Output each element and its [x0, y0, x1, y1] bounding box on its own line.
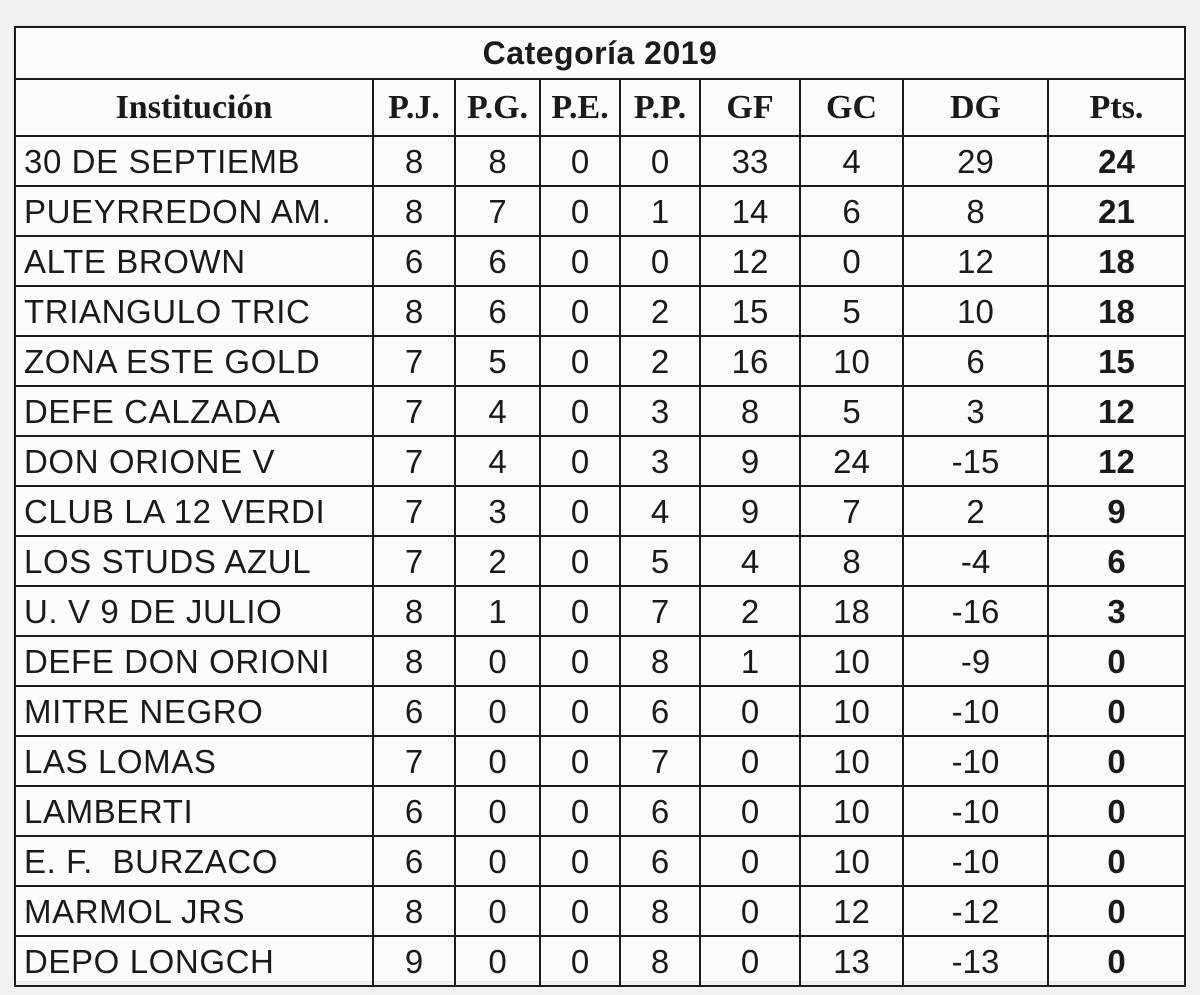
team-name: ZONA ESTE GOLD [15, 336, 373, 386]
cell-pe: 0 [540, 486, 620, 536]
cell-pe: 0 [540, 436, 620, 486]
cell-pp: 7 [620, 736, 700, 786]
cell-pp: 2 [620, 286, 700, 336]
cell-gf: 0 [700, 936, 800, 986]
cell-dg: -12 [903, 886, 1048, 936]
cell-pts: 12 [1048, 436, 1185, 486]
cell-gc: 4 [800, 136, 903, 186]
cell-pg: 1 [455, 586, 540, 636]
cell-dg: 3 [903, 386, 1048, 436]
cell-pj: 7 [373, 736, 455, 786]
cell-pp: 6 [620, 786, 700, 836]
cell-pg: 0 [455, 936, 540, 986]
standings-sheet [14, 26, 1184, 981]
header-dg: DG [903, 79, 1048, 136]
cell-gf: 0 [700, 786, 800, 836]
cell-gf: 9 [700, 486, 800, 536]
team-name: MARMOL JRS [15, 886, 373, 936]
team-name: 30 DE SEPTIEMB [15, 136, 373, 186]
cell-pg: 2 [455, 536, 540, 586]
cell-gc: 10 [800, 636, 903, 686]
table-row [15, 586, 1185, 636]
team-name: TRIANGULO TRIC [15, 286, 373, 336]
cell-pts: 24 [1048, 136, 1185, 186]
team-name: ALTE BROWN [15, 236, 373, 286]
cell-dg: 12 [903, 236, 1048, 286]
cell-pp: 0 [620, 236, 700, 286]
cell-pj: 8 [373, 286, 455, 336]
cell-pp: 8 [620, 936, 700, 986]
header-institution: Institución [15, 79, 373, 136]
cell-dg: 6 [903, 336, 1048, 386]
cell-gc: 6 [800, 186, 903, 236]
cell-pe: 0 [540, 286, 620, 336]
cell-pts: 21 [1048, 186, 1185, 236]
cell-gc: 8 [800, 536, 903, 586]
cell-dg: -4 [903, 536, 1048, 586]
cell-gc: 10 [800, 836, 903, 886]
cell-pts: 12 [1048, 386, 1185, 436]
cell-pe: 0 [540, 636, 620, 686]
cell-gc: 13 [800, 936, 903, 986]
cell-pts: 18 [1048, 286, 1185, 336]
cell-pp: 1 [620, 186, 700, 236]
cell-pts: 6 [1048, 536, 1185, 586]
cell-dg: -10 [903, 736, 1048, 786]
cell-pg: 0 [455, 636, 540, 686]
cell-gf: 9 [700, 436, 800, 486]
cell-pe: 0 [540, 836, 620, 886]
cell-gf: 1 [700, 636, 800, 686]
cell-pp: 7 [620, 586, 700, 636]
cell-pj: 7 [373, 386, 455, 436]
cell-pp: 3 [620, 386, 700, 436]
table-title: Categoría 2019 [15, 27, 1185, 79]
table-row [15, 336, 1185, 386]
table-row [15, 936, 1185, 986]
cell-gc: 12 [800, 886, 903, 936]
cell-pe: 0 [540, 186, 620, 236]
cell-dg: 10 [903, 286, 1048, 336]
cell-pp: 6 [620, 836, 700, 886]
header-pg: P.G. [455, 79, 540, 136]
cell-gc: 18 [800, 586, 903, 636]
table-row [15, 486, 1185, 536]
cell-pts: 18 [1048, 236, 1185, 286]
table-row [15, 236, 1185, 286]
cell-pj: 7 [373, 486, 455, 536]
cell-gf: 0 [700, 836, 800, 886]
cell-pj: 8 [373, 636, 455, 686]
cell-gc: 10 [800, 786, 903, 836]
cell-pg: 4 [455, 436, 540, 486]
cell-pe: 0 [540, 336, 620, 386]
cell-gf: 0 [700, 686, 800, 736]
team-name: DEPO LONGCH [15, 936, 373, 986]
cell-pts: 0 [1048, 736, 1185, 786]
cell-gf: 8 [700, 386, 800, 436]
cell-gc: 24 [800, 436, 903, 486]
team-name: DEFE CALZADA [15, 386, 373, 436]
cell-pg: 7 [455, 186, 540, 236]
cell-pts: 0 [1048, 886, 1185, 936]
team-name: MITRE NEGRO [15, 686, 373, 736]
cell-pe: 0 [540, 786, 620, 836]
table-row [15, 186, 1185, 236]
cell-pe: 0 [540, 536, 620, 586]
cell-pj: 8 [373, 886, 455, 936]
header-pe: P.E. [540, 79, 620, 136]
cell-gc: 0 [800, 236, 903, 286]
cell-gf: 0 [700, 886, 800, 936]
cell-pe: 0 [540, 686, 620, 736]
team-name: LOS STUDS AZUL [15, 536, 373, 586]
cell-dg: 8 [903, 186, 1048, 236]
cell-gc: 5 [800, 286, 903, 336]
table-row [15, 386, 1185, 436]
cell-pts: 0 [1048, 836, 1185, 886]
team-name: LAMBERTI [15, 786, 373, 836]
cell-pts: 0 [1048, 786, 1185, 836]
cell-pe: 0 [540, 936, 620, 986]
cell-pj: 9 [373, 936, 455, 986]
table-row [15, 536, 1185, 586]
cell-pe: 0 [540, 586, 620, 636]
cell-gf: 2 [700, 586, 800, 636]
table-row [15, 436, 1185, 486]
header-gc: GC [800, 79, 903, 136]
cell-dg: -10 [903, 786, 1048, 836]
table-row [15, 736, 1185, 786]
cell-pts: 3 [1048, 586, 1185, 636]
cell-pj: 8 [373, 586, 455, 636]
header-gf: GF [700, 79, 800, 136]
cell-pts: 0 [1048, 936, 1185, 986]
cell-gf: 12 [700, 236, 800, 286]
team-name: CLUB LA 12 VERDI [15, 486, 373, 536]
header-pts: Pts. [1048, 79, 1185, 136]
cell-pe: 0 [540, 136, 620, 186]
cell-pp: 2 [620, 336, 700, 386]
cell-gc: 5 [800, 386, 903, 436]
team-name: U. V 9 DE JULIO [15, 586, 373, 636]
cell-pp: 5 [620, 536, 700, 586]
cell-pe: 0 [540, 236, 620, 286]
table-row [15, 286, 1185, 336]
cell-pts: 9 [1048, 486, 1185, 536]
cell-dg: -10 [903, 686, 1048, 736]
cell-pj: 7 [373, 336, 455, 386]
cell-gc: 7 [800, 486, 903, 536]
team-name: LAS LOMAS [15, 736, 373, 786]
cell-pj: 7 [373, 436, 455, 486]
cell-pg: 4 [455, 386, 540, 436]
header-pj: P.J. [373, 79, 455, 136]
cell-pj: 6 [373, 236, 455, 286]
cell-gf: 14 [700, 186, 800, 236]
table-row [15, 836, 1185, 886]
cell-pj: 7 [373, 536, 455, 586]
cell-pp: 8 [620, 886, 700, 936]
header-row [15, 79, 1185, 136]
cell-gc: 10 [800, 686, 903, 736]
team-name: DEFE DON ORIONI [15, 636, 373, 686]
table-row [15, 136, 1185, 186]
cell-gf: 15 [700, 286, 800, 336]
cell-dg: 2 [903, 486, 1048, 536]
header-pp: P.P. [620, 79, 700, 136]
cell-pp: 4 [620, 486, 700, 536]
cell-pe: 0 [540, 736, 620, 786]
cell-pg: 0 [455, 786, 540, 836]
cell-pp: 3 [620, 436, 700, 486]
cell-dg: -15 [903, 436, 1048, 486]
cell-pp: 8 [620, 636, 700, 686]
cell-pj: 8 [373, 136, 455, 186]
standings-table [14, 26, 1186, 987]
cell-pg: 0 [455, 736, 540, 786]
cell-pg: 0 [455, 836, 540, 886]
cell-pg: 0 [455, 686, 540, 736]
title-row [15, 27, 1185, 79]
team-name: E. F. BURZACO [15, 836, 373, 886]
cell-pg: 6 [455, 236, 540, 286]
table-row [15, 636, 1185, 686]
cell-pj: 6 [373, 786, 455, 836]
cell-pg: 5 [455, 336, 540, 386]
cell-pj: 6 [373, 686, 455, 736]
cell-pj: 6 [373, 836, 455, 886]
cell-pts: 0 [1048, 686, 1185, 736]
cell-gc: 10 [800, 336, 903, 386]
table-row [15, 886, 1185, 936]
cell-pts: 0 [1048, 636, 1185, 686]
cell-pg: 3 [455, 486, 540, 536]
cell-gf: 16 [700, 336, 800, 386]
cell-pj: 8 [373, 186, 455, 236]
team-name: PUEYRREDON AM. [15, 186, 373, 236]
table-row [15, 786, 1185, 836]
cell-dg: -9 [903, 636, 1048, 686]
cell-dg: -16 [903, 586, 1048, 636]
cell-pg: 0 [455, 886, 540, 936]
cell-pe: 0 [540, 886, 620, 936]
cell-gf: 0 [700, 736, 800, 786]
team-name: DON ORIONE V [15, 436, 373, 486]
cell-dg: -10 [903, 836, 1048, 886]
cell-pg: 6 [455, 286, 540, 336]
cell-pg: 8 [455, 136, 540, 186]
cell-pp: 6 [620, 686, 700, 736]
table-row [15, 686, 1185, 736]
cell-dg: -13 [903, 936, 1048, 986]
cell-gc: 10 [800, 736, 903, 786]
cell-dg: 29 [903, 136, 1048, 186]
cell-gf: 33 [700, 136, 800, 186]
cell-pp: 0 [620, 136, 700, 186]
cell-pe: 0 [540, 386, 620, 436]
cell-pts: 15 [1048, 336, 1185, 386]
cell-gf: 4 [700, 536, 800, 586]
